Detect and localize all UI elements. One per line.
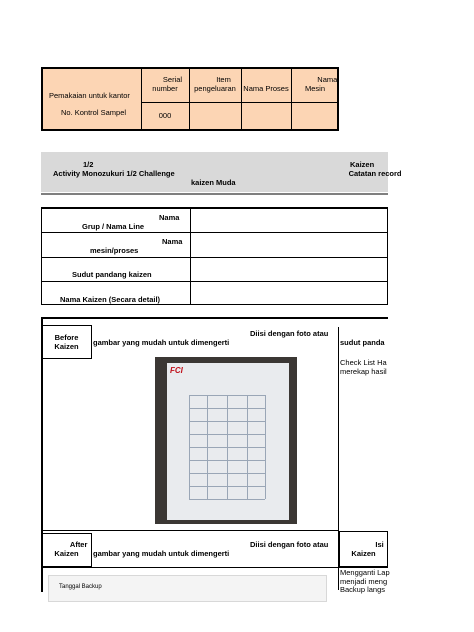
form-label-group-line: Grup / Nama Line [82,222,145,231]
company-logo: FCI [170,366,183,375]
activity-banner [41,152,402,192]
divider [141,102,337,103]
after-instruction-jp [93,540,251,549]
isi-text: Mengganti Lap [340,568,390,577]
right-head: sudut panda [340,338,385,347]
banner-left-title: 1/2 Activity Monozukuri 1/2 Challenge [53,160,175,178]
item-value [189,111,241,120]
info-form [41,208,388,305]
after-photo-caption: Tanggal Backup [59,584,102,590]
divider [41,530,338,531]
before-kaizen-label: Before Kaizen [54,333,79,351]
before-instruction-jp [93,329,251,338]
after-instruction: Diisi dengan foto atau [250,540,329,549]
form-label [44,285,119,294]
banner-right-title: Kaizen [350,160,375,169]
divider [41,193,388,195]
serial-value: 000 [158,111,172,120]
after-photo [48,575,327,602]
form-label [50,213,110,222]
isi-text: Backup langs [340,585,386,594]
isi-kaizen-label: Isi Kaizen [351,540,384,558]
form-label-viewpoint: Sudut pandang kaizen [72,270,152,279]
before-instruction-2: gambar yang mudah untuk dimengerti [93,338,230,347]
divider [42,232,387,233]
before-photo [155,357,297,524]
header-label: Pemakaian untuk kantor [49,91,130,100]
after-instruction-2: gambar yang mudah untuk dimengerti [93,549,230,558]
isi-text: menjadi meng [340,577,388,586]
right-text: Check List Ha [340,358,387,367]
col-proses-header: Nama Proses [243,84,289,93]
banner-center-title: kaizen Muda [191,178,236,187]
divider [41,567,388,568]
header-table [41,67,339,131]
divider [42,281,387,282]
form-label: Nama [159,213,180,222]
banner-right-subtitle: Catatan record [279,169,402,178]
form-label-kaizen-name: Nama Kaizen (Secara detail) [60,295,161,304]
after-kaizen-label: After Kaizen [54,540,88,558]
right-head-jp [340,329,415,338]
form-label-machine: mesin/proses [90,246,139,255]
header-label [49,82,79,91]
form-label [46,237,99,246]
col-item-header: Item pengeluaran [194,75,236,93]
before-instruction: Diisi dengan foto atau [250,329,329,338]
header-label: No. Kontrol Sampel [61,108,127,117]
divider [42,257,387,258]
divider [41,207,388,208]
right-text: merekap hasil [340,367,387,376]
form-label [46,261,76,270]
col-mesin-header: Nama Mesin [304,75,338,93]
col-serial-header: Serial number [152,75,183,93]
checklist-paper-image [167,363,289,520]
form-label: Nama [162,237,183,246]
